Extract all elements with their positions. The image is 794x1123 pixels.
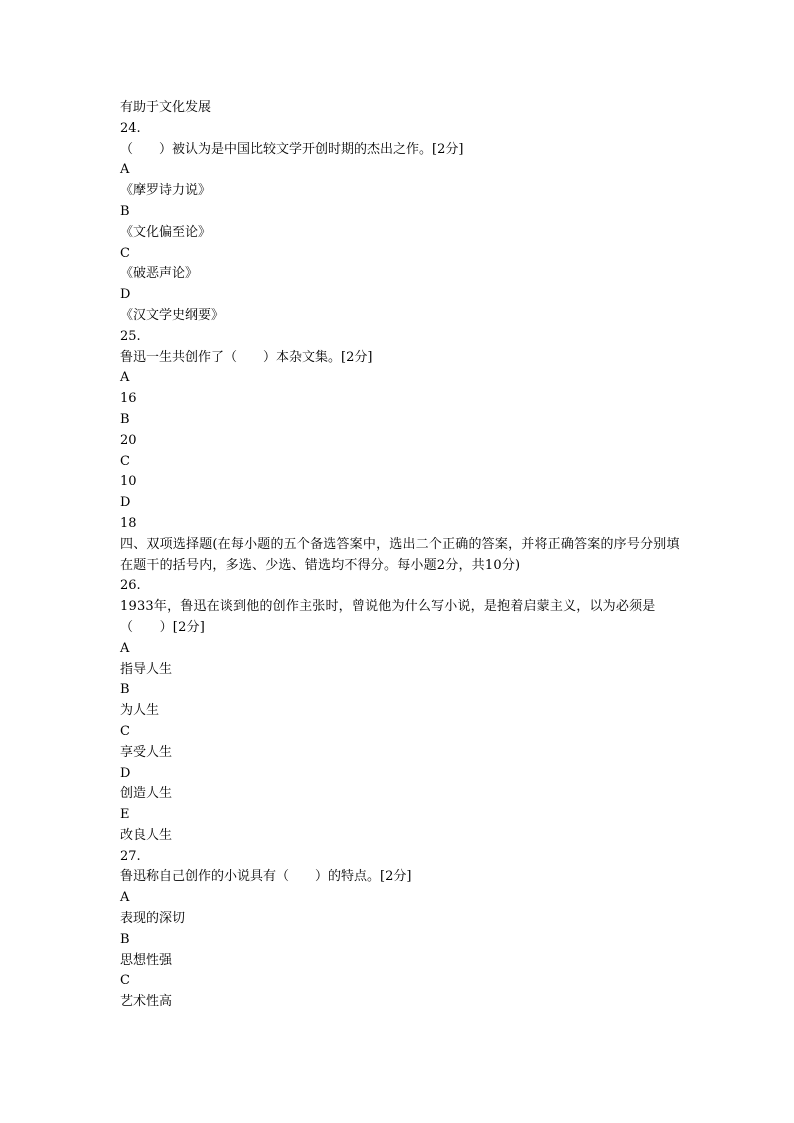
question-number: 25. [120,328,141,344]
option-text: 创造人生 [120,786,173,802]
document-page [120,98,680,1013]
option-text: 《汉文学史纲要》 [120,307,225,323]
option-letter: D [120,287,131,303]
option-text: 10 [120,474,137,490]
option-letter: C [120,453,130,469]
option-letter: A [120,890,130,906]
option-text: 20 [120,432,137,448]
option-letter: C [120,245,130,261]
option-text: 《破恶声论》 [120,266,199,282]
option-text: 指导人生 [120,661,173,677]
option-letter: B [120,931,130,947]
option-letter: E [120,807,130,823]
question-number: 27. [120,848,141,864]
option-text: 改良人生 [120,827,173,843]
option-letter: A [120,370,130,386]
question-number: 26. [120,578,141,594]
question-stem: 1933年，鲁迅在谈到他的创作主张时，曾说他为什么写小说，是抱着启蒙主义，以为必须是（ ）[2分] [120,599,656,635]
question-stem: 鲁迅称自己创作的小说具有（ ）的特点。[2分] [120,869,412,885]
option-text: 思想性强 [120,952,173,968]
option-text: 为人生 [120,703,160,719]
option-text: 16 [120,391,137,407]
option-letter: B [120,411,130,427]
option-letter: C [120,973,130,989]
question-number: 24. [120,120,141,136]
option-letter: C [120,723,130,739]
option-text: 《摩罗诗力说》 [120,183,212,199]
option-letter: D [120,765,131,781]
question-stem: 鲁迅一生共创作了（ ）本杂文集。[2分] [120,349,373,365]
question-stem: （ ）被认为是中国比较文学开创时期的杰出之作。[2分] [120,141,464,157]
option-letter: A [120,640,130,656]
option-text: 《文化偏至论》 [120,224,212,240]
option-letter: B [120,203,130,219]
option-letter: B [120,682,130,698]
option-letter: D [120,495,131,511]
option-text: 享受人生 [120,744,173,760]
option-text: 表现的深切 [120,911,186,927]
option-text: 艺术性高 [120,994,173,1010]
option-text: 18 [120,515,137,531]
text-line: 有助于文化发展 [120,100,212,115]
option-letter: A [120,162,130,178]
section-heading: 四、双项选择题(在每小题的五个备选答案中，选出二个正确的答案，并将正确答案的序号分别填在题干的括号内，多选、少选、错选均不得分。每小题2分，共10分) [120,536,680,573]
